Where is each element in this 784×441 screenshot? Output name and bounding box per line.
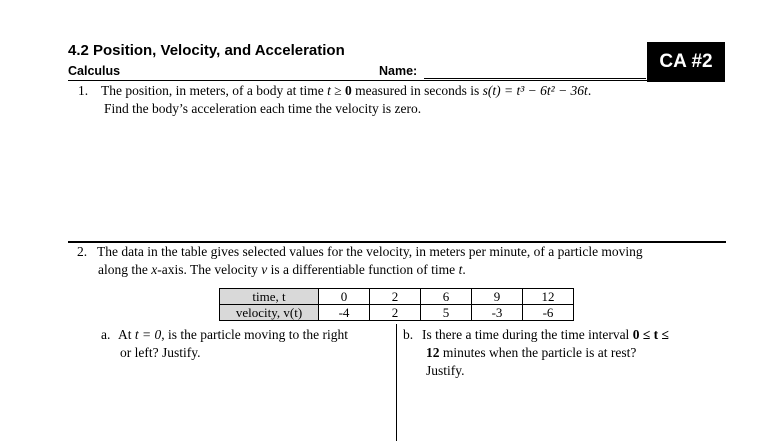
part-b-line3: Justify. (426, 363, 465, 378)
velocity-cell: -6 (523, 305, 574, 321)
time-cell: 6 (421, 289, 472, 305)
pb-interval: 0 ≤ t ≤ (632, 327, 669, 342)
p2-text-c: is a differentiable function of time (267, 262, 459, 277)
row-label-velocity: velocity, v(t) (220, 305, 319, 321)
pb-text-b: minutes when the particle is at rest? (439, 345, 637, 360)
pa-condition: t = 0 (134, 327, 162, 342)
part-a-line2: or left? Justify. (120, 345, 201, 360)
velocity-cell: 2 (370, 305, 421, 321)
p1-text-b: measured in seconds is (351, 83, 483, 98)
answer-column-divider (396, 324, 397, 441)
table-row-velocity (220, 305, 574, 321)
problem-1-number: 1. (78, 83, 89, 98)
time-cell: 9 (472, 289, 523, 305)
time-cell: 12 (523, 289, 574, 305)
p2-text-d: . (462, 262, 466, 277)
velocity-cell: -4 (319, 305, 370, 321)
pa-text-a: At (118, 327, 135, 342)
velocity-table (219, 288, 574, 321)
name-field-line[interactable] (424, 78, 646, 79)
pa-text-b: , is the particle moving to the right (161, 327, 348, 342)
course-label: Calculus (68, 64, 121, 78)
part-a-label: a. (101, 327, 111, 342)
problem-2-text-line1: The data in the table gives selected values for the velocity, in meters per minute, of a particle moving (97, 244, 643, 259)
problem-1-text-line1 (101, 83, 591, 99)
name-label: Name: (379, 64, 418, 78)
p2-text-b: -axis. The velocity (157, 262, 262, 277)
assignment-badge: CA #2 (647, 42, 725, 82)
p1-t: t (327, 83, 331, 98)
part-b-label: b. (403, 327, 414, 342)
p2-x: x (151, 262, 158, 277)
row-label-time: time, t (220, 289, 319, 305)
velocity-cell: -3 (472, 305, 523, 321)
part-b-line2 (426, 345, 636, 361)
table-row-time (220, 289, 574, 305)
section-divider (68, 241, 726, 243)
p2-text-a: along the (98, 262, 152, 277)
p1-function: s(t) = t³ − 6t² − 36t (482, 83, 588, 98)
p2-v: v (261, 262, 268, 277)
p1-ineq: ≥ (330, 83, 346, 98)
page-title: 4.2 Position, Velocity, and Acceleration (68, 42, 345, 59)
p1-period: . (587, 83, 592, 98)
problem-2-text-line2 (98, 262, 466, 278)
p1-zero: 0 (345, 83, 352, 98)
p1-text-a: The position, in meters, of a body at time (101, 83, 328, 98)
part-b-line1 (422, 327, 669, 343)
problem-2-number: 2. (77, 244, 88, 259)
part-a-line1 (118, 327, 348, 343)
pb-text-a: Is there a time during the time interval (422, 327, 633, 342)
pb-twelve: 12 (426, 345, 440, 360)
problem-1-text-line2: Find the body’s acceleration each time the velocity is zero. (104, 101, 422, 116)
time-cell: 2 (370, 289, 421, 305)
header-rule (68, 80, 724, 81)
velocity-cell: 5 (421, 305, 472, 321)
time-cell: 0 (319, 289, 370, 305)
p2-t: t (458, 262, 463, 277)
